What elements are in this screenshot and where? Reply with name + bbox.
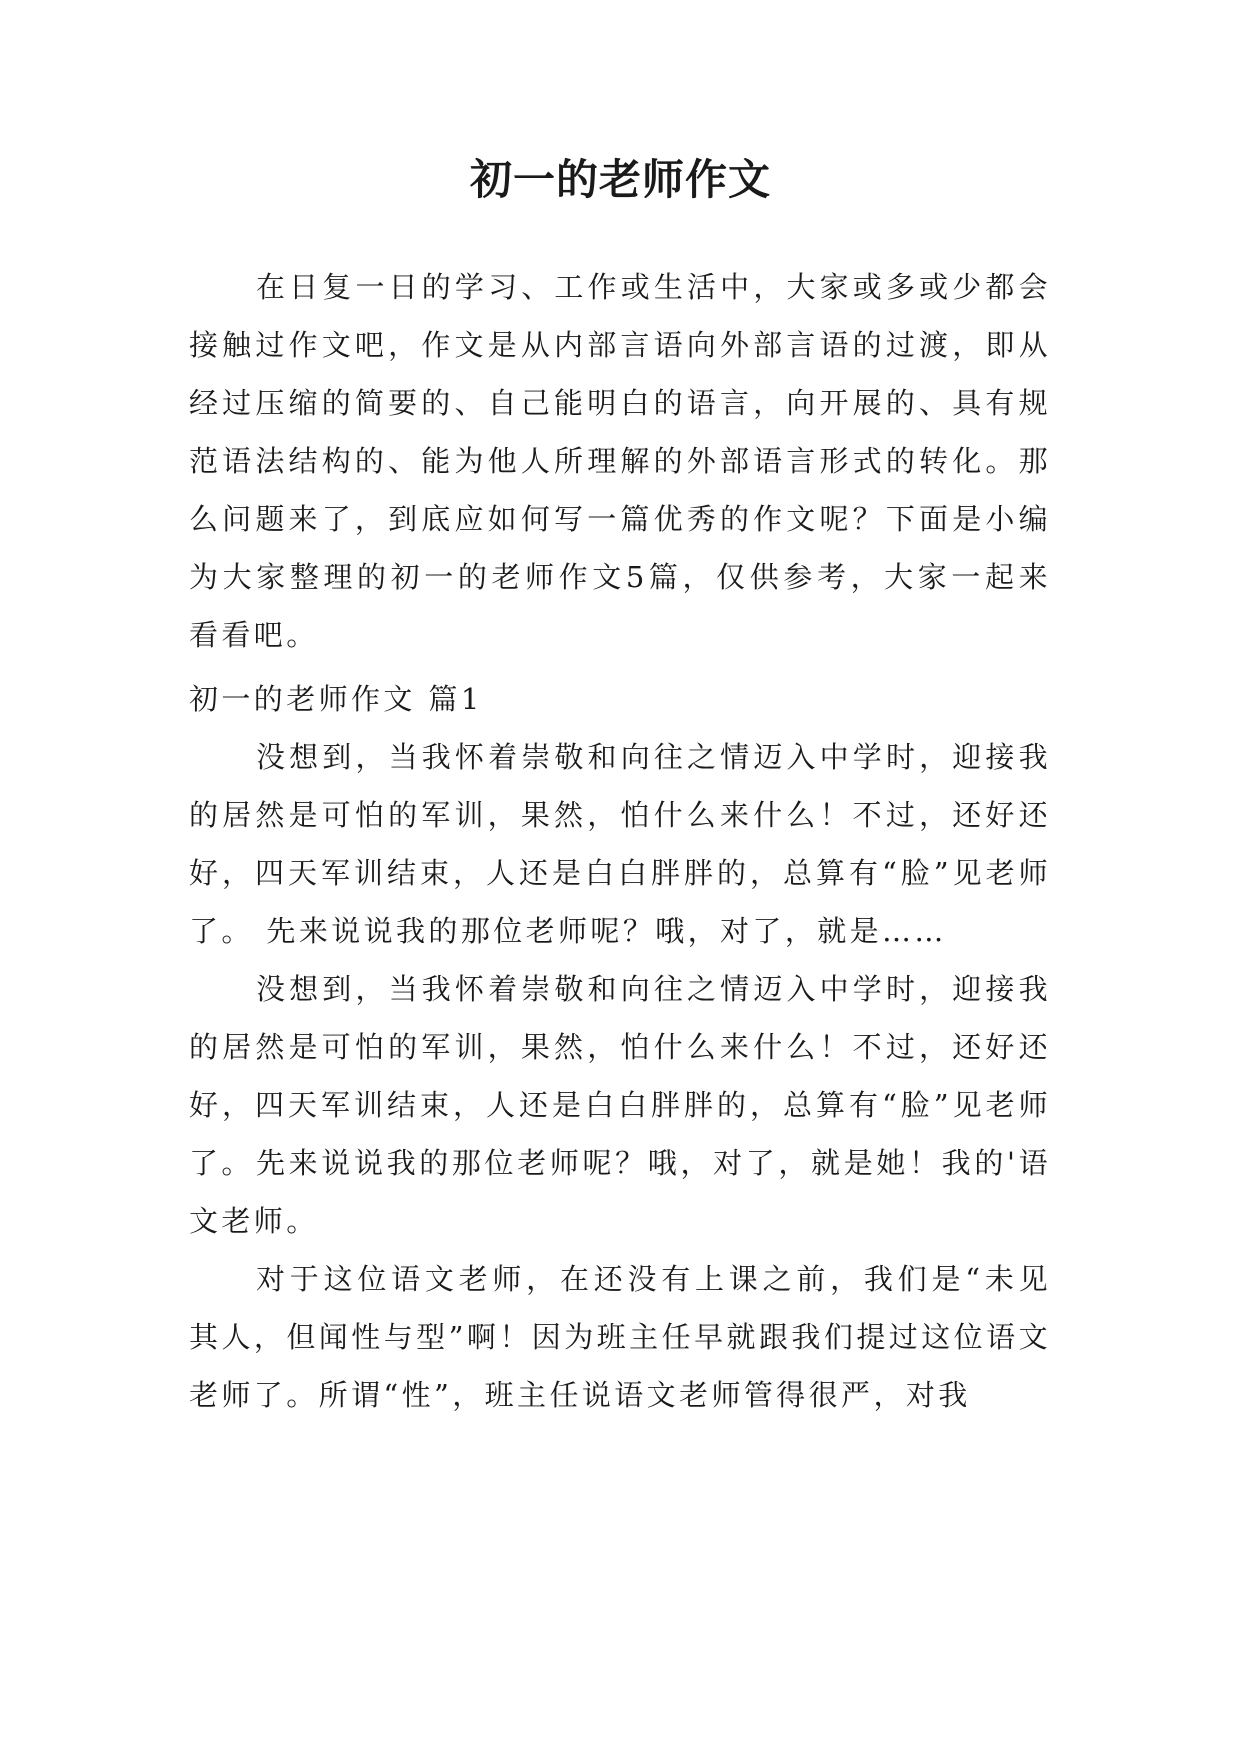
- body-paragraph-1: 没想到，当我怀着崇敬和向往之情迈入中学时，迎接我的居然是可怕的军训，果然，怕什么来什么！不过，还好还好，四天军训结束，人还是白白胖胖的，总算有“脸”见老师了。 先来说说我的那位老师呢？哦，对了，就是……: [189, 740, 1051, 948]
- document-title: 初一的老师作文: [469, 155, 771, 204]
- intro-paragraph: 在日复一日的学习、工作或生活中，大家或多或少都会接触过作文吧，作文是从内部言语向外部言语的过渡，即从经过压缩的简要的、自己能明白的语言，向开展的、具有规范语法结构的、能为他人所理解的外部语言形式的转化。那么问题来了，到底应如何写一篇优秀的作文呢？下面是小编为大家整理的初一的老师作文5篇，仅供参考，大家一起来看看吧。: [189, 270, 1051, 652]
- body-paragraph-3: 先来说说我的那位老师呢？哦，对了，就是她！我的'语文老师。: [189, 1146, 1051, 1238]
- section-heading: 初一的老师作文 篇1: [189, 682, 483, 716]
- body-paragraph-2: 没想到，当我怀着崇敬和向往之情迈入中学时，迎接我的居然是可怕的军训，果然，怕什么来什么！不过，还好还好，四天军训结束，人还是白白胖胖的，总算有“脸”见老师了。: [189, 972, 1051, 1180]
- body-paragraph-4: 对于这位语文老师，在还没有上课之前，我们是“未见其人，但闻性与型”啊！因为班主任早就跟我们提过这位语文老师了。所谓“性”，班主任说语文老师管得很严，对我: [189, 1262, 1051, 1412]
